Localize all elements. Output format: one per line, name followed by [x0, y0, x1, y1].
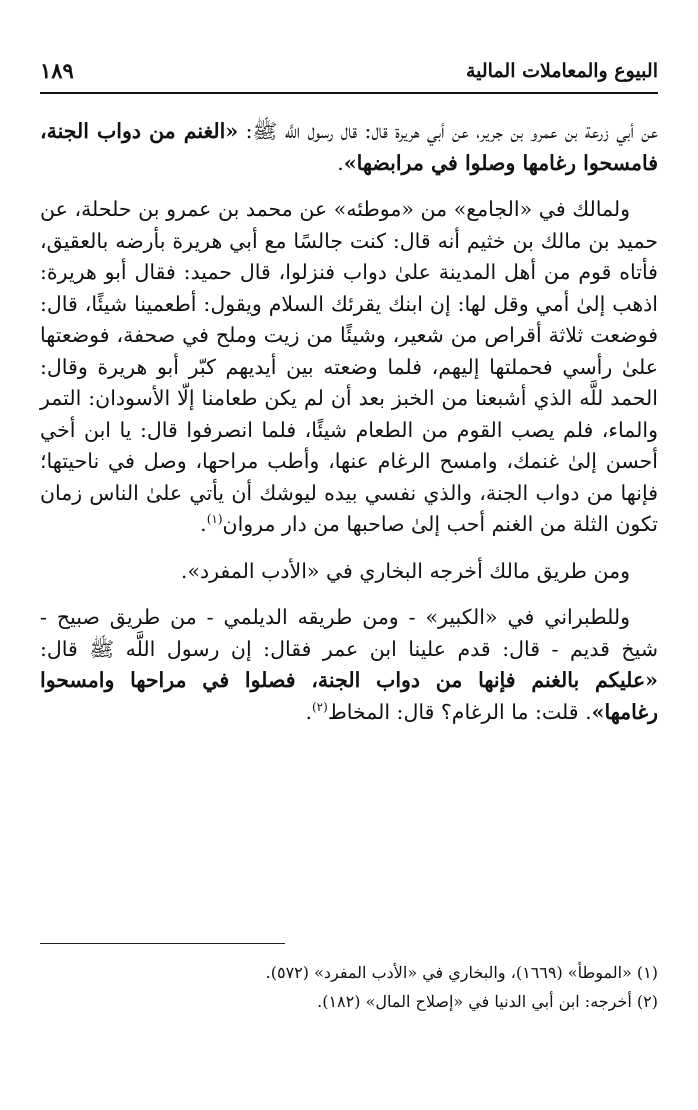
page-number: ١٨٩ [40, 58, 74, 83]
footnote-marker: (١) [206, 512, 223, 527]
running-header [40, 58, 658, 94]
paragraph [40, 602, 658, 728]
paragraph-text: . [305, 699, 312, 724]
hadith-quote: «عليكم بالغنم فإنها من دواب الجنة، فصلوا في مراحها وامسحوا رغامها» [40, 668, 658, 724]
chapter-title: البيوع والمعاملات المالية [465, 60, 658, 82]
paragraph [40, 194, 658, 541]
paragraph-text: ومن طريق مالك أخرجه البخاري في «الأدب المفرد». [180, 558, 630, 583]
footnote: (٢) أخرجه: ابن أبي الدنيا في «إصلاح المال» (١٨٢). [317, 992, 658, 1011]
paragraph [40, 556, 658, 588]
hadith-quote: «الغنم من دواب الجنة، فامسحوا رغامها وصلوا في مرابضها» [40, 119, 658, 175]
footnote-separator [40, 943, 285, 944]
paragraph-text: . [337, 150, 344, 175]
paragraph-text: عن أبي زرعة بن عمرو بن جرير، عن أبي هريرة قال: قال رسول اللَّه ﷺ: [238, 119, 658, 143]
footnotes [40, 958, 658, 1016]
footnote-marker: (٢) [311, 699, 328, 714]
paragraph-text: وللطبراني في «الكبير» - ومن طريقه الديلمي - من طريق صبيح - شيخ قديم - قال: قدم علينا ابن عمر فقال: إن رسول اللَّه ﷺ قال: [40, 605, 658, 661]
paragraph-text: ولمالك في «الجامع» من «موطئه» عن محمد بن عمرو بن حلحلة، عن حميد بن مالك بن خثيم أنه قال: كنت جالسًا مع أبي هريرة بأرضه بالعقيق، فأتاه قوم من أهل المدينة علىٰ دواب فنزلوا، قال حميد: فقال أبو هريرة: اذهب إلىٰ أمي وقل لها: إن ابنك يقرئك السلام ويقول: أطعمينا شيئًا، قال: فوضعت ثلاثة أقراص من شعير، وشيئًا من زيت وملح في صحفة، فوضعتها علىٰ رأسي فحملتها إليهم، فلما وضعته بين أيديهم كبّر أبو هريرة وقال: الحمد للَّه الذي أشبعنا من الخبز بعد أن لم يكن طعامنا إلّا الأسودان: التمر والماء، فلم يصب القوم من الطعام شيئًا، فلما انصرفوا قال: يا ابن أخي أحسن إلىٰ غنمك، وامسح الرغام عنها، وأطب مراحها، وصل في ناحيتها؛ فإنها من دواب الجنة، والذي نفسي بيده ليوشك أن يأتي علىٰ الناس زمان تكون الثلة من الغنم أحب إلىٰ صاحبها من دار مروان [40, 197, 658, 536]
footnote: (١) «الموطأ» (١٦٦٩)، والبخاري في «الأدب المفرد» (٥٧٢). [265, 963, 658, 982]
paragraph-text: . قلت: ما الرغام؟ قال: المخاط [327, 699, 592, 724]
main-text [40, 116, 658, 743]
paragraph-text: . [200, 512, 207, 536]
paragraph [40, 116, 658, 179]
